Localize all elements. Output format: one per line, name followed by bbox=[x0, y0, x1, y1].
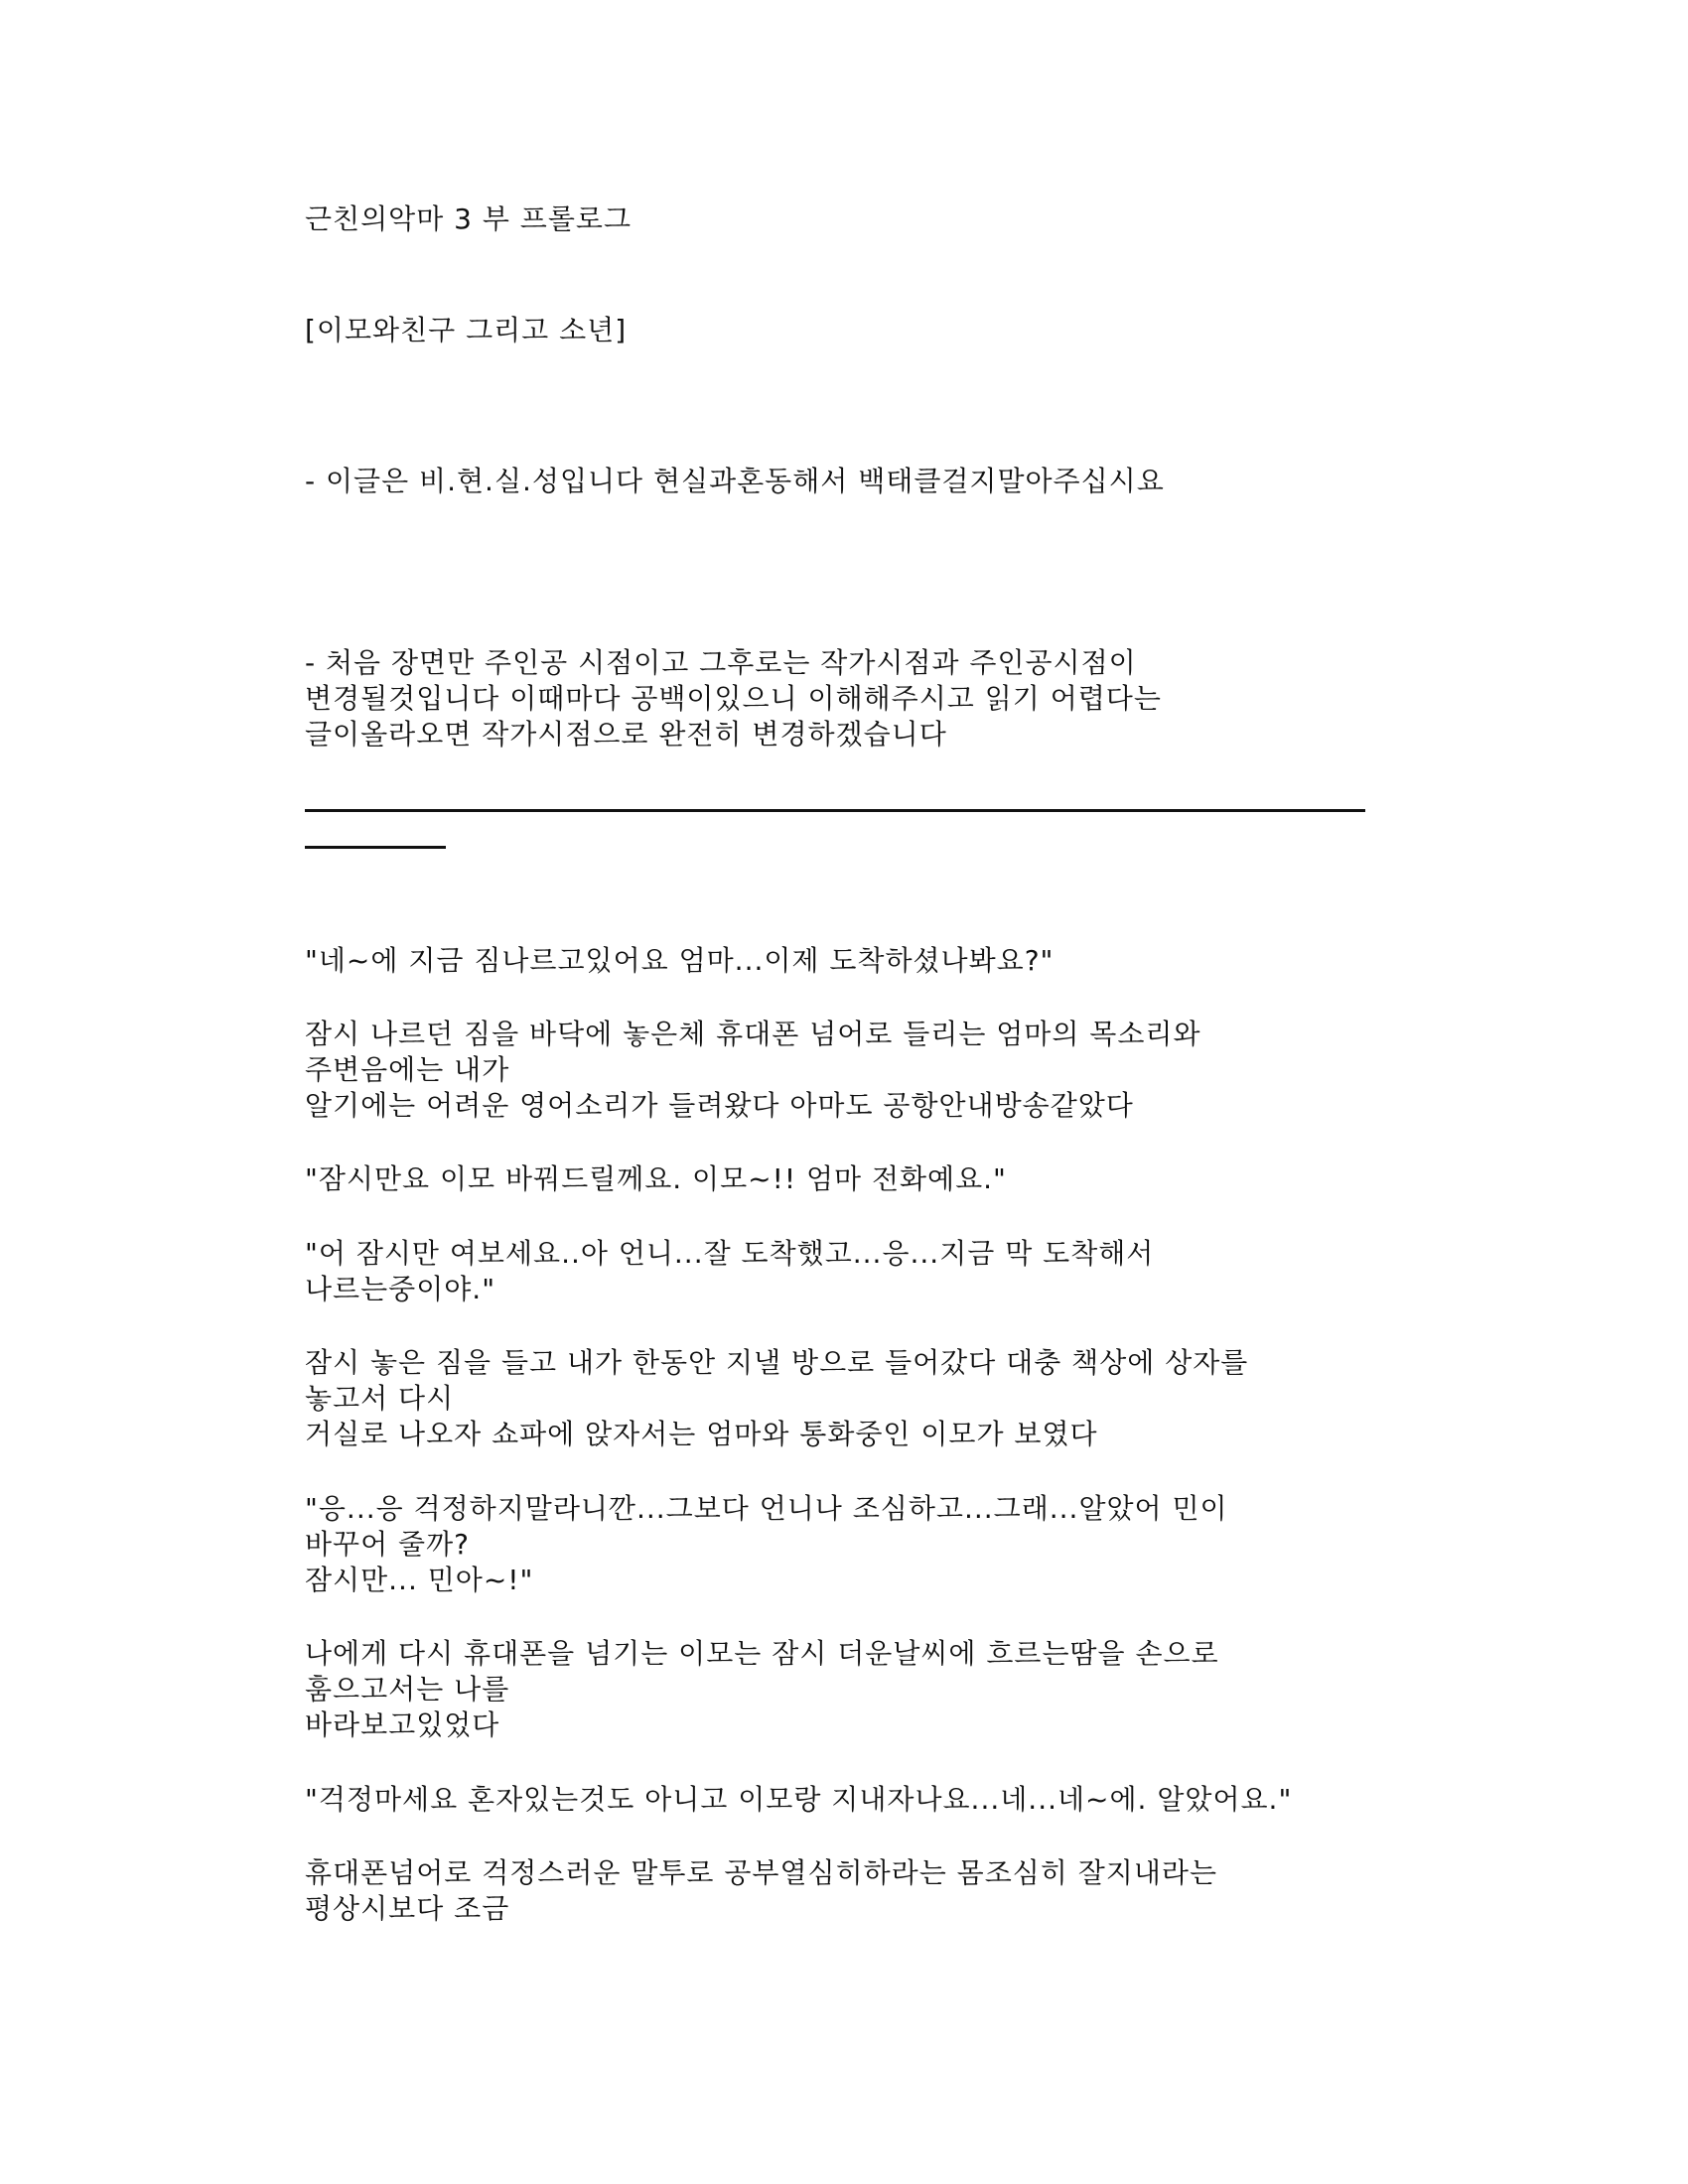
text-line: "응...응 걱정하지말라니깐...그보다 언니나 조심하고...그래...알았어 민이 bbox=[305, 1492, 1228, 1525]
text-line: "네~에 지금 짐나르고있어요 엄마...이제 도착하셨나봐요?" bbox=[305, 944, 1055, 977]
text-line: 잠시만... 민아~!" bbox=[305, 1564, 534, 1596]
separator-line bbox=[305, 809, 1365, 812]
text-line: "어 잠시만 여보세요..아 언니...잘 도착했고...응...지금 막 도착해서 bbox=[305, 1237, 1155, 1270]
text-line: 나르는중이야." bbox=[305, 1273, 496, 1305]
separator-line bbox=[305, 846, 446, 849]
text-line: 바꾸어 줄까? bbox=[305, 1528, 471, 1561]
text-line: 잠시 나르던 짐을 바닥에 놓은체 휴대폰 넘어로 들리는 엄마의 목소리와 bbox=[305, 1018, 1201, 1050]
text-line: "잠시만요 이모 바꿔드릴께요. 이모~!! 엄마 전화예요." bbox=[305, 1162, 1007, 1195]
text-line: 놓고서 다시 bbox=[305, 1382, 455, 1415]
notice-line: 글이올라오면 작가시점으로 완전히 변경하겠습니다 bbox=[305, 718, 947, 751]
text-line: 바라보고있었다 bbox=[305, 1708, 500, 1741]
text-line: 잠시 놓은 짐을 들고 내가 한동안 지낼 방으로 들어갔다 대충 책상에 상자를 bbox=[305, 1346, 1249, 1379]
notice-line: - 처음 장면만 주인공 시점이고 그후로는 작가시점과 주인공시점이 bbox=[305, 646, 1137, 679]
text-line: 거실로 나오자 쇼파에 앉자서는 엄마와 통화중인 이모가 보였다 bbox=[305, 1418, 1098, 1450]
text-line: 휴대폰넘어로 걱정스러운 말투로 공부열심히하라는 몸조심히 잘지내라는 bbox=[305, 1856, 1217, 1889]
text-line: 알기에는 어려운 영어소리가 들려왔다 아마도 공항안내방송같았다 bbox=[305, 1089, 1134, 1122]
notice-line: - 이글은 비.현.실.성입니다 현실과혼동해서 백태클걸지말아주십시요 bbox=[305, 465, 1165, 497]
text-line: 훔으고서는 나를 bbox=[305, 1673, 510, 1706]
document-subtitle: [이모와친구 그리고 소년] bbox=[305, 314, 628, 346]
text-line: 평상시보다 조금 bbox=[305, 1892, 510, 1925]
text-line: 나에게 다시 휴대폰을 넘기는 이모는 잠시 더운날씨에 흐르는땀을 손으로 bbox=[305, 1637, 1219, 1670]
document-title: 근친의악마 3 부 프롤로그 bbox=[305, 203, 632, 235]
text-line: "걱정마세요 혼자있는것도 아니고 이모랑 지내자나요...네...네~에. 알았어요." bbox=[305, 1783, 1293, 1816]
notice-line: 변경될것입니다 이때마다 공백이있으니 이해해주시고 읽기 어렵다는 bbox=[305, 682, 1162, 715]
text-line: 주변음에는 내가 bbox=[305, 1053, 510, 1086]
